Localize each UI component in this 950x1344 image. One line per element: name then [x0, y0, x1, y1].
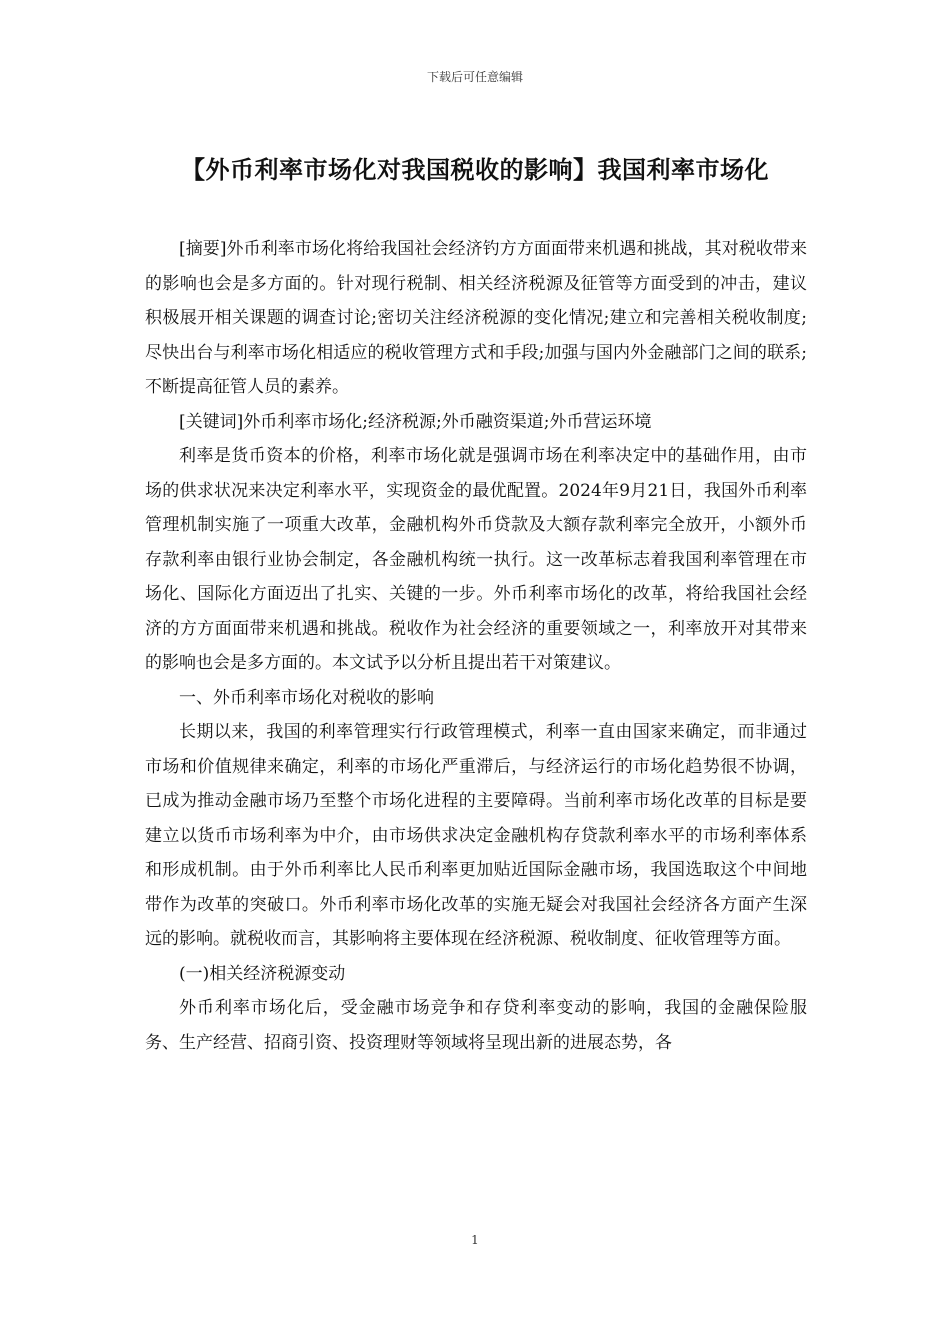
body-paragraph: 长期以来，我国的利率管理实行行政管理模式，利率一直由国家来确定，而非通过市场和价值规律来确定，利率的市场化严重滞后，与经济运行的市场化趋势很不协调，已成为推动金融市场乃至整个市场化进程的主要障碍。当前利率市场化改革的目标是要建立以货币市场利率为中介，由市场供求决定金融机构存贷款利率水平的市场利率体系和形成机制。由于外币利率比人民币利率更加贴近国际金融市场，我国选取这个中间地带作为改革的突破口。外币利率市场化改革的实施无疑会对我国社会经济各方面产生深远的影响。就税收而言，其影响将主要体现在经济税源、税收制度、征收管理等方面。 [145, 722, 807, 949]
document-body [145, 232, 807, 1060]
body-paragraph: 外币利率市场化后，受金融市场竞争和存贷利率变动的影响，我国的金融保险服务、生产经营、招商引资、投资理财等领域将呈现出新的进展态势，各 [145, 998, 807, 1053]
intro-paragraph: 利率是货币资本的价格，利率市场化就是强调市场在利率决定中的基础作用，由市场的供求状况来决定利率水平，实现资金的最优配置。2024年9月21日，我国外币利率管理机制实施了一项重大改革，金融机构外币贷款及大额存款利率完全放开，小额外币存款利率由银行业协会制定，各金融机构统一执行。这一改革标志着我国利率管理在市场化、国际化方面迈出了扎实、关键的一步。外币利率市场化的改革，将给我国社会经济的方方面面带来机遇和挑战。税收作为社会经济的重要领域之一，利率放开对其带来的影响也会是多方面的。本文试予以分析且提出若干对策建议。 [145, 446, 807, 673]
abstract-paragraph: [摘要]外币利率市场化将给我国社会经济钓方方面面带来机遇和挑战，其对税收带来的影响也会是多方面的。针对现行税制、相关经济税源及征管等方面受到的冲击，建议积极展开相关课题的调查讨论;密切关注经济税源的变化情况;建立和完善相关税收制度;尽快出台与利率市场化相适应的税收管理方式和手段;加强与国内外金融部门之间的联系;不断提高征管人员的素养。 [145, 239, 807, 397]
section-heading: 一、外币利率市场化对税收的影响 [179, 687, 434, 708]
document-title: 【外币利率市场化对我国税收的影响】我国利率市场化 [181, 156, 769, 184]
keywords-paragraph: [关键词]外币利率市场化;经济税源;外币融资渠道;外币营运环境 [179, 411, 652, 432]
subsection-heading: (一)相关经济税源变动 [179, 963, 346, 984]
page-header: 下载后可任意编辑 [426, 70, 523, 84]
page-number: 1 [471, 1233, 479, 1247]
